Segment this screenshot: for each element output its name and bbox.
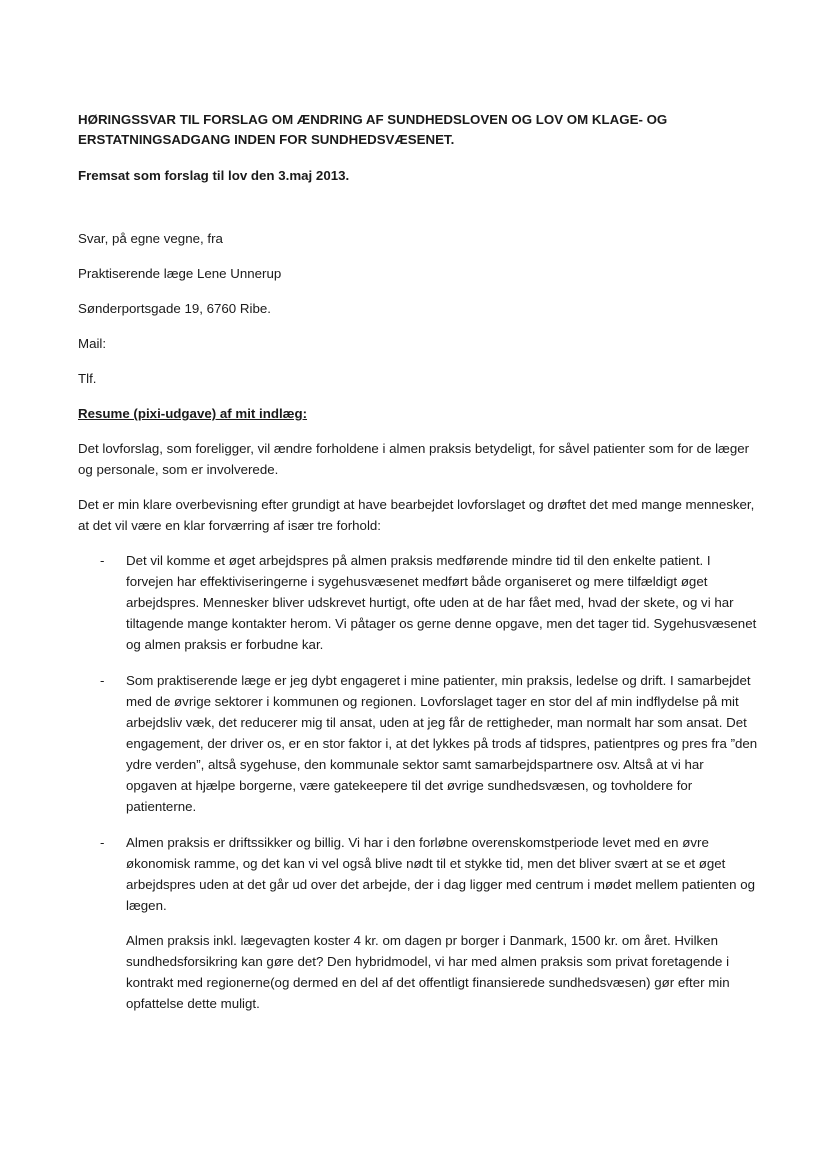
bullet-marker: - (100, 835, 105, 850)
bullet-text: Almen praksis er driftssikker og billig. Vi har i den forløbne overenskomstperiode levet med en øvre økonomisk ramme, og det kan vi vel også blive nødt til et stykke tid, men det bliver svært at se et øget arbejdspres uden at det går ud over det arbejde, der i dag ligger med centrum i mødet mellem patienten og lægen. (126, 835, 756, 913)
bullet-text: Det vil komme et øget arbejdspres på almen praksis medførende mindre tid til den enkelte patient. I forvejen har effektiviseringerne i sygehusvæsenet medført både organiseret og mere tilfældigt øget arbejdspres. Mennesker bliver udskrevet hurtigt, ofte uden at de har fået med, hvad der skete, og vi har tiltagende mange kontakter herom. Vi påtager os gerne denne opgave, men det tager tid. Sygehusvæsenet og almen praksis er forbudne kar. (126, 553, 757, 652)
bullet-continuation: Almen praksis inkl. lægevagten koster 4 kr. om dagen pr borger i Danmark, 1500 kr. om året. Hvilken sundhedsforsikring kan gøre det? Den hybridmodel, vi har med almen praksis som privat foretagende i kontrakt med regionerne(og dermed en del af det offentligt finansierede sundhedsvæsen) gør efter min opfattelse dette muligt. (126, 933, 730, 1011)
document-page (78, 110, 758, 1029)
contact-address: Sønderportsgade 19, 6760 Ribe. (78, 301, 271, 316)
paragraph-conviction: Det er min klare overbevisning efter grundigt at have bearbejdet lovforslaget og drøftet det med mange mennesker, at det vil være en klar forværring af især tre forhold: (78, 497, 755, 533)
contact-name: Praktiserende læge Lene Unnerup (78, 266, 282, 281)
paragraph-intro: Det lovforslag, som foreligger, vil ændre forholdene i almen praksis betydeligt, for såvel patienter som for de læger og personale, som er involverede. (78, 441, 750, 477)
list-item (78, 550, 758, 655)
resume-title: Resume (pixi-udgave) af mit indlæg: (78, 406, 308, 421)
document-title: HØRINGSSVAR TIL FORSLAG OM ÆNDRING AF SUNDHEDSLOVEN OG LOV OM KLAGE- OG ERSTATNINGSADGANG INDEN FOR SUNDHEDSVÆSENET. (78, 112, 668, 147)
bullet-list (78, 550, 758, 1014)
bullet-text: Som praktiserende læge er jeg dybt engageret i mine patienter, min praksis, ledelse og drift. I samarbejdet med de øvrige sektorer i kommunen og regionen. Lovforslaget tager en stor del af min indflydelse på mit arbejdsliv væk, det reducerer mig til ansat, uden at jeg får de rettigheder, man normalt har som ansat. Det engagement, der driver os, er en stor faktor i, at det lykkes på trods af tidspres, patientpres og pres fra ”den ydre verden”, altså sygehuse, den kommunale sektor samt samarbejdspartnere osv. Altså at vi har opgaven at hjælpe borgerne, være gatekeepere til det øvrige sundhedsvæsen, og tovholdere for patienterne. (126, 673, 758, 814)
contact-phone: Tlf. (78, 371, 97, 386)
bullet-marker: - (100, 553, 105, 568)
list-item (78, 832, 758, 1014)
contact-intro: Svar, på egne vegne, fra (78, 231, 223, 246)
contact-mail: Mail: (78, 336, 107, 351)
list-item (78, 670, 758, 817)
bullet-marker: - (100, 673, 105, 688)
document-subtitle: Fremsat som forslag til lov den 3.maj 2013. (78, 168, 350, 183)
